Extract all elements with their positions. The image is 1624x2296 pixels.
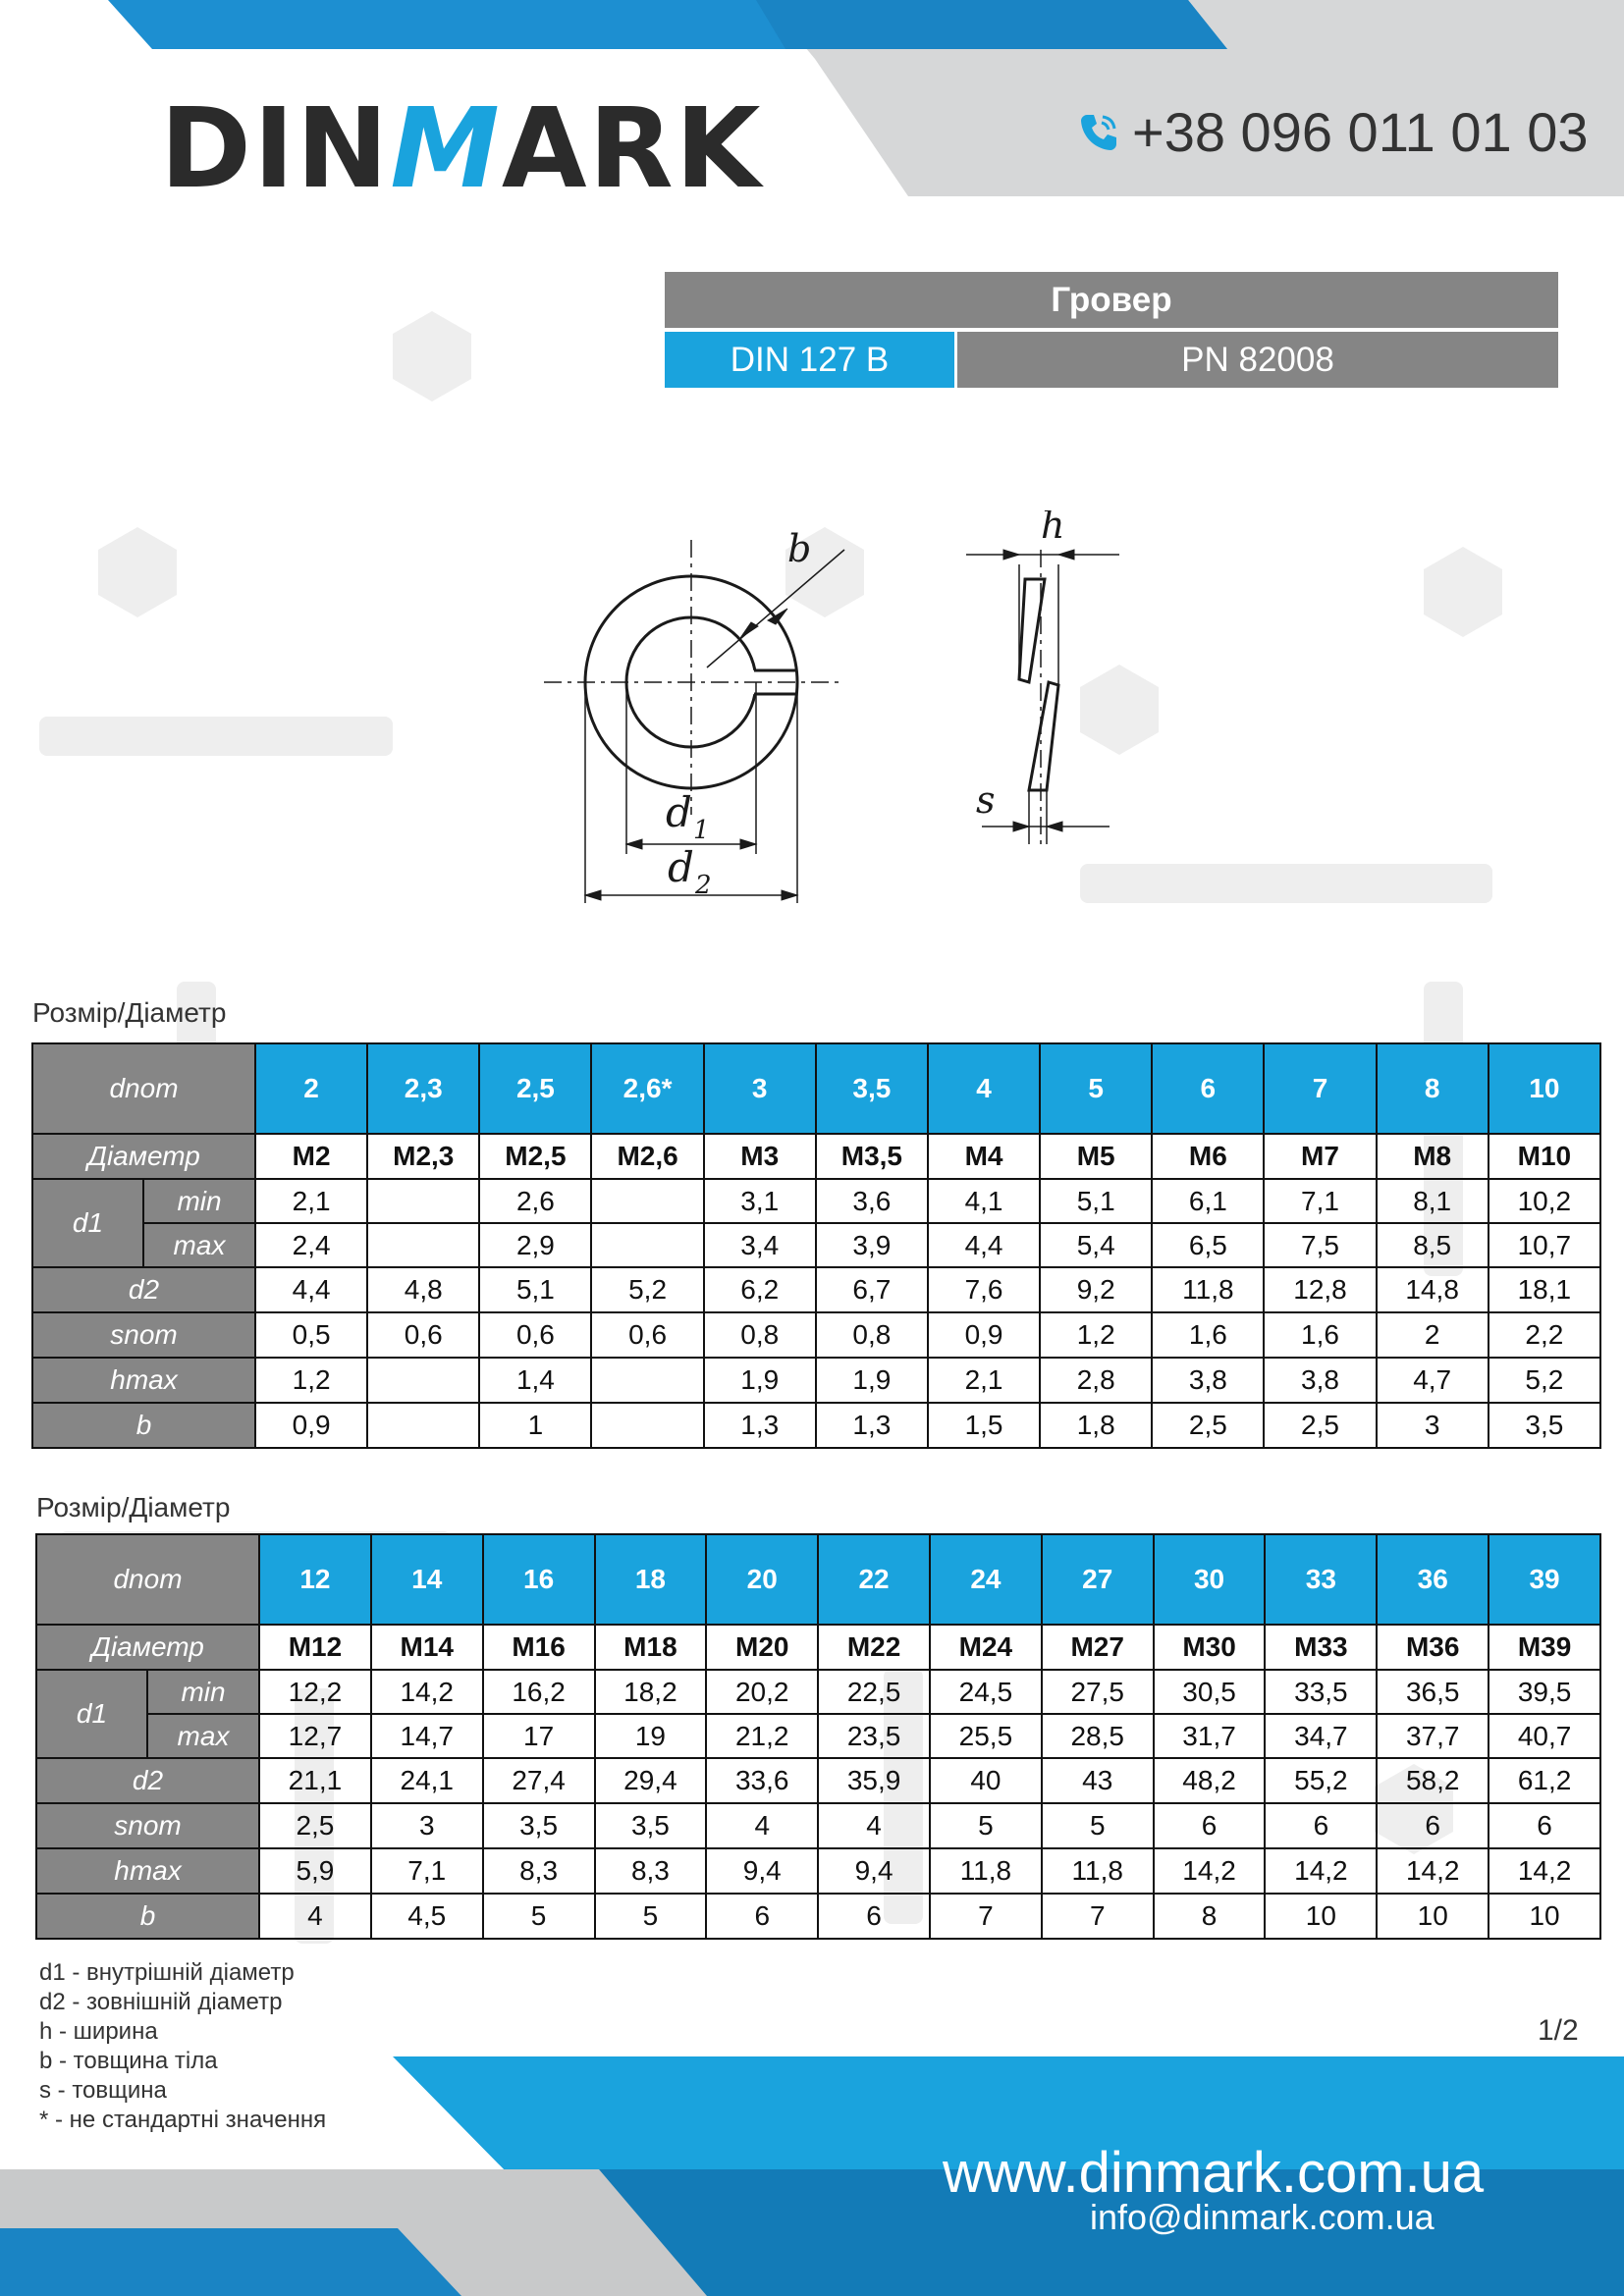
b-cell: 2,5: [1152, 1403, 1264, 1448]
hmax-cell: 2,1: [928, 1358, 1040, 1403]
b-cell: 10: [1377, 1894, 1489, 1939]
d1min-cell: [591, 1179, 703, 1223]
d1max-cell: 21,2: [706, 1714, 818, 1758]
legend-item: d1 - внутрішній діаметр: [39, 1959, 295, 1986]
b-cell: 5: [595, 1894, 707, 1939]
d1min-cell: 6,1: [1152, 1179, 1264, 1223]
d1max-cell: 12,7: [259, 1714, 371, 1758]
snom-cell: 4: [706, 1803, 818, 1848]
standard-pn: PN 82008: [957, 332, 1558, 388]
label-d1: d: [666, 788, 692, 836]
legend-item: h - ширина: [39, 2018, 158, 2045]
d2-cell: 18,1: [1489, 1267, 1600, 1312]
d1max-cell: 2,9: [479, 1223, 591, 1267]
b-cell: 4: [259, 1894, 371, 1939]
snom-cell: 0,9: [928, 1312, 1040, 1358]
dnom-cell: 2,5: [479, 1043, 591, 1134]
hmax-cell: 1,4: [479, 1358, 591, 1403]
dnom-cell: 12: [259, 1534, 371, 1625]
d1max-cell: 3,4: [704, 1223, 816, 1267]
d1max-cell: 8,5: [1377, 1223, 1489, 1267]
b-cell: 4,5: [371, 1894, 483, 1939]
d1max-cell: 2,4: [255, 1223, 367, 1267]
d1min-cell: 39,5: [1489, 1670, 1600, 1714]
phone-contact[interactable]: [1075, 100, 1589, 164]
header-diameter: Діаметр: [32, 1134, 255, 1179]
hmax-cell: 8,3: [595, 1848, 707, 1894]
diam-cell: M22: [818, 1625, 930, 1670]
diam-cell: M5: [1040, 1134, 1152, 1179]
hmax-cell: 4,7: [1377, 1358, 1489, 1403]
diam-cell: M3: [704, 1134, 816, 1179]
header-max: max: [143, 1223, 255, 1267]
d2-cell: 55,2: [1265, 1758, 1377, 1803]
d1min-cell: 30,5: [1154, 1670, 1266, 1714]
hmax-cell: 1,9: [816, 1358, 928, 1403]
d1max-cell: 14,7: [371, 1714, 483, 1758]
d2-cell: 12,8: [1264, 1267, 1376, 1312]
b-cell: 1,3: [816, 1403, 928, 1448]
hmax-cell: 14,2: [1377, 1848, 1489, 1894]
d1max-cell: 19: [595, 1714, 707, 1758]
d1min-cell: 27,5: [1042, 1670, 1154, 1714]
d1min-cell: 2,1: [255, 1179, 367, 1223]
d2-cell: 29,4: [595, 1758, 707, 1803]
b-cell: 1,3: [704, 1403, 816, 1448]
label-h: h: [1041, 510, 1065, 547]
dnom-cell: 20: [706, 1534, 818, 1625]
d1min-cell: 20,2: [706, 1670, 818, 1714]
phone-number: +38 096 011 01 03: [1132, 101, 1589, 163]
d2-cell: 14,8: [1377, 1267, 1489, 1312]
d1max-cell: 28,5: [1042, 1714, 1154, 1758]
hmax-cell: 14,2: [1154, 1848, 1266, 1894]
diam-cell: M30: [1154, 1625, 1266, 1670]
b-cell: 3: [1377, 1403, 1489, 1448]
diam-cell: M18: [595, 1625, 707, 1670]
b-cell: 8: [1154, 1894, 1266, 1939]
snom-cell: 0,8: [816, 1312, 928, 1358]
d1max-cell: 6,5: [1152, 1223, 1264, 1267]
d1max-cell: [367, 1223, 479, 1267]
snom-cell: 6: [1377, 1803, 1489, 1848]
d2-cell: 58,2: [1377, 1758, 1489, 1803]
b-cell: [367, 1403, 479, 1448]
spec-table-1: [31, 1042, 1601, 1449]
diam-cell: M10: [1489, 1134, 1600, 1179]
header-snom: snom: [36, 1803, 259, 1848]
d2-cell: 9,2: [1040, 1267, 1152, 1312]
table1-label: Розмір/Діаметр: [32, 997, 227, 1028]
d1min-cell: [367, 1179, 479, 1223]
header-snom: snom: [32, 1312, 255, 1358]
snom-cell: 2,2: [1489, 1312, 1600, 1358]
header-d2: d2: [32, 1267, 255, 1312]
diam-cell: M2: [255, 1134, 367, 1179]
hmax-cell: 9,4: [706, 1848, 818, 1894]
snom-cell: 0,5: [255, 1312, 367, 1358]
diam-cell: M33: [1265, 1625, 1377, 1670]
table2-label: Розмір/Діаметр: [36, 1492, 231, 1522]
d1min-cell: 33,5: [1265, 1670, 1377, 1714]
diam-cell: M6: [1152, 1134, 1264, 1179]
website-link[interactable]: www.dinmark.com.ua: [943, 2141, 1485, 2205]
d2-cell: 4,4: [255, 1267, 367, 1312]
d2-cell: 11,8: [1152, 1267, 1264, 1312]
d2-cell: 5,1: [479, 1267, 591, 1312]
dnom-cell: 3: [704, 1043, 816, 1134]
dnom-cell: 24: [930, 1534, 1042, 1625]
dnom-cell: 7: [1264, 1043, 1376, 1134]
d1max-cell: [591, 1223, 703, 1267]
hmax-cell: 1,9: [704, 1358, 816, 1403]
snom-cell: 6: [1154, 1803, 1266, 1848]
diam-cell: M36: [1377, 1625, 1489, 1670]
spec-table-2: [35, 1533, 1601, 1940]
snom-cell: 3: [371, 1803, 483, 1848]
d2-cell: 33,6: [706, 1758, 818, 1803]
hmax-cell: 7,1: [371, 1848, 483, 1894]
d1min-cell: 8,1: [1377, 1179, 1489, 1223]
d2-cell: 61,2: [1489, 1758, 1600, 1803]
standard-din: DIN 127 B: [665, 332, 954, 388]
d1min-cell: 10,2: [1489, 1179, 1600, 1223]
b-cell: 6: [818, 1894, 930, 1939]
hmax-cell: 11,8: [930, 1848, 1042, 1894]
b-cell: 10: [1265, 1894, 1377, 1939]
snom-cell: 5: [930, 1803, 1042, 1848]
d2-cell: 35,9: [818, 1758, 930, 1803]
snom-cell: 5: [1042, 1803, 1154, 1848]
dnom-cell: 16: [483, 1534, 595, 1625]
dnom-cell: 33: [1265, 1534, 1377, 1625]
diam-cell: M12: [259, 1625, 371, 1670]
d2-cell: 27,4: [483, 1758, 595, 1803]
dnom-cell: 36: [1377, 1534, 1489, 1625]
legend-item: s - товщина: [39, 2077, 167, 2104]
diam-cell: M20: [706, 1625, 818, 1670]
hmax-cell: 8,3: [483, 1848, 595, 1894]
b-cell: 0,9: [255, 1403, 367, 1448]
phone-icon: [1075, 109, 1122, 156]
label-d2: d: [668, 843, 694, 891]
diam-cell: M39: [1489, 1625, 1600, 1670]
hmax-cell: 14,2: [1489, 1848, 1600, 1894]
email-link[interactable]: info@dinmark.com.ua: [1090, 2197, 1435, 2237]
header-min: min: [147, 1670, 259, 1714]
d2-cell: 43: [1042, 1758, 1154, 1803]
snom-cell: 2: [1377, 1312, 1489, 1358]
hmax-cell: 2,8: [1040, 1358, 1152, 1403]
hmax-cell: [367, 1358, 479, 1403]
header-hmax: hmax: [36, 1848, 259, 1894]
dnom-cell: 2: [255, 1043, 367, 1134]
header-hmax: hmax: [32, 1358, 255, 1403]
dnom-cell: 10: [1489, 1043, 1600, 1134]
d2-cell: 21,1: [259, 1758, 371, 1803]
page-number: 1/2: [1538, 2014, 1579, 2047]
d1max-cell: 34,7: [1265, 1714, 1377, 1758]
dnom-cell: 3,5: [816, 1043, 928, 1134]
d2-cell: 40: [930, 1758, 1042, 1803]
snom-cell: 0,8: [704, 1312, 816, 1358]
header-b: b: [36, 1894, 259, 1939]
d1max-cell: 5,4: [1040, 1223, 1152, 1267]
snom-cell: 3,5: [595, 1803, 707, 1848]
diam-cell: M3,5: [816, 1134, 928, 1179]
b-cell: 5: [483, 1894, 595, 1939]
d1min-cell: 36,5: [1377, 1670, 1489, 1714]
legend-item: * - не стандартні значення: [39, 2107, 327, 2133]
hmax-cell: [591, 1358, 703, 1403]
d2-cell: 7,6: [928, 1267, 1040, 1312]
d1max-cell: 4,4: [928, 1223, 1040, 1267]
d1max-cell: 25,5: [930, 1714, 1042, 1758]
legend-item: d2 - зовнішній діаметр: [39, 1989, 283, 2015]
hmax-cell: 3,8: [1152, 1358, 1264, 1403]
d2-cell: 5,2: [591, 1267, 703, 1312]
hmax-cell: 5,2: [1489, 1358, 1600, 1403]
dnom-cell: 6: [1152, 1043, 1264, 1134]
snom-cell: 1,6: [1152, 1312, 1264, 1358]
d1min-cell: 18,2: [595, 1670, 707, 1714]
d1max-cell: 7,5: [1264, 1223, 1376, 1267]
snom-cell: 1,2: [1040, 1312, 1152, 1358]
diam-cell: M24: [930, 1625, 1042, 1670]
d2-cell: 48,2: [1154, 1758, 1266, 1803]
d1max-cell: 23,5: [818, 1714, 930, 1758]
d1min-cell: 16,2: [483, 1670, 595, 1714]
header-b: b: [32, 1403, 255, 1448]
d2-cell: 4,8: [367, 1267, 479, 1312]
washer-drawing: [530, 510, 1139, 913]
b-cell: 3,5: [1489, 1403, 1600, 1448]
b-cell: 1,8: [1040, 1403, 1152, 1448]
d1min-cell: 5,1: [1040, 1179, 1152, 1223]
dnom-cell: 8: [1377, 1043, 1489, 1134]
dnom-cell: 14: [371, 1534, 483, 1625]
d1max-cell: 17: [483, 1714, 595, 1758]
snom-cell: 1,6: [1264, 1312, 1376, 1358]
dnom-cell: 5: [1040, 1043, 1152, 1134]
b-cell: 1,5: [928, 1403, 1040, 1448]
hmax-cell: 1,2: [255, 1358, 367, 1403]
label-b: b: [787, 527, 812, 570]
product-title: Гровер: [665, 272, 1558, 328]
d1min-cell: 3,6: [816, 1179, 928, 1223]
diam-cell: M2,6: [591, 1134, 703, 1179]
d1min-cell: 22,5: [818, 1670, 930, 1714]
b-cell: 10: [1489, 1894, 1600, 1939]
dnom-cell: 39: [1489, 1534, 1600, 1625]
d2-cell: 6,2: [704, 1267, 816, 1312]
hmax-cell: 5,9: [259, 1848, 371, 1894]
label-d2-sub: 2: [695, 871, 712, 900]
snom-cell: 0,6: [591, 1312, 703, 1358]
hmax-cell: 11,8: [1042, 1848, 1154, 1894]
hmax-cell: 14,2: [1265, 1848, 1377, 1894]
snom-cell: 0,6: [367, 1312, 479, 1358]
d1max-cell: 31,7: [1154, 1714, 1266, 1758]
diam-cell: M7: [1264, 1134, 1376, 1179]
snom-cell: 4: [818, 1803, 930, 1848]
header-dnom: dnom: [36, 1534, 259, 1625]
header-d1: d1: [32, 1179, 143, 1267]
legend: [39, 1958, 326, 2135]
diam-cell: M14: [371, 1625, 483, 1670]
b-cell: 7: [930, 1894, 1042, 1939]
label-d1-sub: 1: [693, 816, 710, 845]
header-dnom: dnom: [32, 1043, 255, 1134]
d1min-cell: 7,1: [1264, 1179, 1376, 1223]
header-d1: d1: [36, 1670, 147, 1758]
diam-cell: M4: [928, 1134, 1040, 1179]
dnom-cell: 22: [818, 1534, 930, 1625]
dnom-cell: 4: [928, 1043, 1040, 1134]
diam-cell: M27: [1042, 1625, 1154, 1670]
b-cell: 1: [479, 1403, 591, 1448]
d2-cell: 6,7: [816, 1267, 928, 1312]
d1max-cell: 10,7: [1489, 1223, 1600, 1267]
b-cell: 2,5: [1264, 1403, 1376, 1448]
dnom-cell: 27: [1042, 1534, 1154, 1625]
dnom-cell: 2,3: [367, 1043, 479, 1134]
dnom-cell: 18: [595, 1534, 707, 1625]
diam-cell: M2,3: [367, 1134, 479, 1179]
header-min: min: [143, 1179, 255, 1223]
dinmark-logo: DIN M ARK: [160, 85, 763, 213]
d1min-cell: 12,2: [259, 1670, 371, 1714]
dnom-cell: 30: [1154, 1534, 1266, 1625]
d1max-cell: 37,7: [1377, 1714, 1489, 1758]
diam-cell: M2,5: [479, 1134, 591, 1179]
hmax-cell: 3,8: [1264, 1358, 1376, 1403]
b-cell: [591, 1403, 703, 1448]
diam-cell: M16: [483, 1625, 595, 1670]
d1max-cell: 40,7: [1489, 1714, 1600, 1758]
header-max: max: [147, 1714, 259, 1758]
snom-cell: 2,5: [259, 1803, 371, 1848]
header-d2: d2: [36, 1758, 259, 1803]
d1min-cell: 3,1: [704, 1179, 816, 1223]
d1min-cell: 24,5: [930, 1670, 1042, 1714]
d1max-cell: 3,9: [816, 1223, 928, 1267]
snom-cell: 6: [1489, 1803, 1600, 1848]
d1min-cell: 2,6: [479, 1179, 591, 1223]
diam-cell: M8: [1377, 1134, 1489, 1179]
header-diameter: Діаметр: [36, 1625, 259, 1670]
label-s: s: [976, 778, 996, 822]
d1min-cell: 14,2: [371, 1670, 483, 1714]
snom-cell: 0,6: [479, 1312, 591, 1358]
d2-cell: 24,1: [371, 1758, 483, 1803]
b-cell: 7: [1042, 1894, 1154, 1939]
snom-cell: 3,5: [483, 1803, 595, 1848]
b-cell: 6: [706, 1894, 818, 1939]
d1min-cell: 4,1: [928, 1179, 1040, 1223]
legend-item: b - товщина тіла: [39, 2048, 218, 2074]
snom-cell: 6: [1265, 1803, 1377, 1848]
dnom-cell: 2,6*: [591, 1043, 703, 1134]
hmax-cell: 9,4: [818, 1848, 930, 1894]
